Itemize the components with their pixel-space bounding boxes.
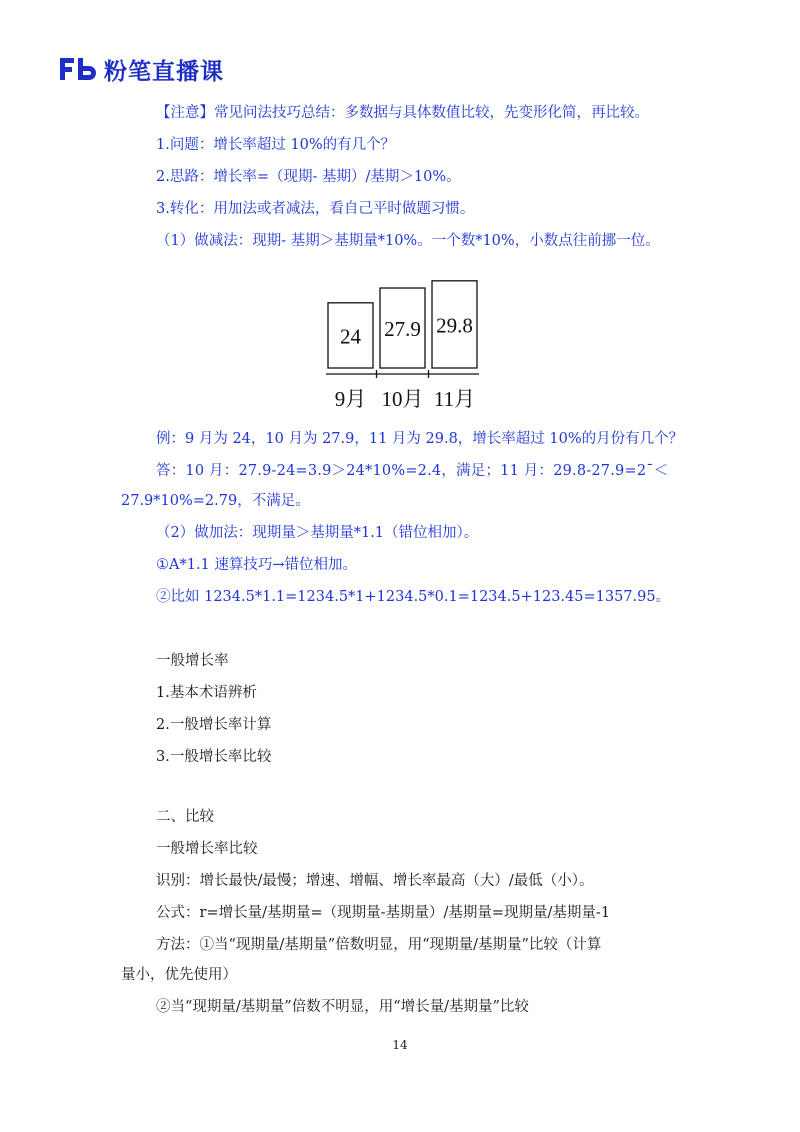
bar-value-label: 27.9 bbox=[384, 317, 421, 342]
x-tick-label: 11月 bbox=[433, 387, 476, 411]
example-line: 例：9 月为 24，10 月为 27.9，11 月为 29.8，增长率超过 10%的月份有几个？ bbox=[156, 431, 684, 447]
approach-line: 2.思路：增长率=（现期- 基期）/基期＞10%。 bbox=[156, 169, 461, 185]
chart-svg bbox=[320, 263, 490, 423]
bar-value-label: 29.8 bbox=[436, 313, 473, 338]
answer-line-1: 答：10 月：27.9-24=3.9＞24*10%=2.4，满足；11 月：29.8-27.9=2ˉ＜ bbox=[156, 463, 669, 479]
subtraction-line: （1）做减法：现期- 基期＞基期量*10%。一个数*10%，小数点往前挪一位。 bbox=[156, 233, 660, 249]
section-title: 一般增长率 bbox=[156, 653, 229, 669]
method-line-2: ②当“现期量/基期量”倍数不明显，用“增长量/基期量”比较 bbox=[156, 999, 529, 1015]
section-heading: 二、比较 bbox=[156, 809, 214, 825]
brand-name: 粉笔直播课 bbox=[104, 58, 224, 85]
note-text: 常见问法技巧总结：多数据与具体数值比较，先变形化简，再比较。 bbox=[214, 105, 649, 121]
brand-logo bbox=[58, 52, 224, 86]
note-label: 【注意】 bbox=[156, 105, 214, 121]
tip-line: ①A*1.1 速算技巧→错位相加。 bbox=[156, 557, 358, 573]
addition-line: （2）做加法：现期量＞基期量*1.1（错位相加）。 bbox=[156, 525, 479, 541]
list-item: 1.基本术语辨析 bbox=[156, 685, 257, 701]
note-line bbox=[156, 102, 649, 124]
list-item: 3.一般增长率比较 bbox=[156, 749, 272, 765]
x-tick-label: 10月 bbox=[381, 387, 424, 411]
formula-line: 公式：r=增长量/基期量=（现期量-基期量）/基期量=现期量/基期量-1 bbox=[156, 905, 611, 921]
method-line-1-cont: 量小，优先使用） bbox=[121, 967, 237, 983]
example-calc-line: ②比如 1234.5*1.1=1234.5*1+1234.5*0.1=1234.5+123.45=1357.95。 bbox=[156, 589, 671, 605]
fenbi-logo-icon bbox=[58, 54, 98, 84]
answer-line-2: 27.9*10%=2.79，不满足。 bbox=[121, 493, 310, 509]
x-tick-label: 9月 bbox=[334, 387, 367, 411]
page-number: 14 bbox=[392, 1038, 408, 1052]
identify-line: 识别：增长最快/最慢；增速、增幅、增长率最高（大）/最低（小）。 bbox=[156, 873, 594, 889]
monthly-bar-chart bbox=[320, 263, 490, 423]
section-subtitle: 一般增长率比较 bbox=[156, 841, 258, 857]
method-line-1: 方法：①当“现期量/基期量”倍数明显，用“现期量/基期量”比较（计算 bbox=[156, 937, 602, 953]
question-line: 1.问题：增长率超过 10%的有几个？ bbox=[156, 137, 396, 153]
list-item: 2.一般增长率计算 bbox=[156, 717, 272, 733]
bar-value-label: 24 bbox=[340, 324, 361, 349]
transform-line: 3.转化：用加法或者减法，看自己平时做题习惯。 bbox=[156, 201, 475, 217]
